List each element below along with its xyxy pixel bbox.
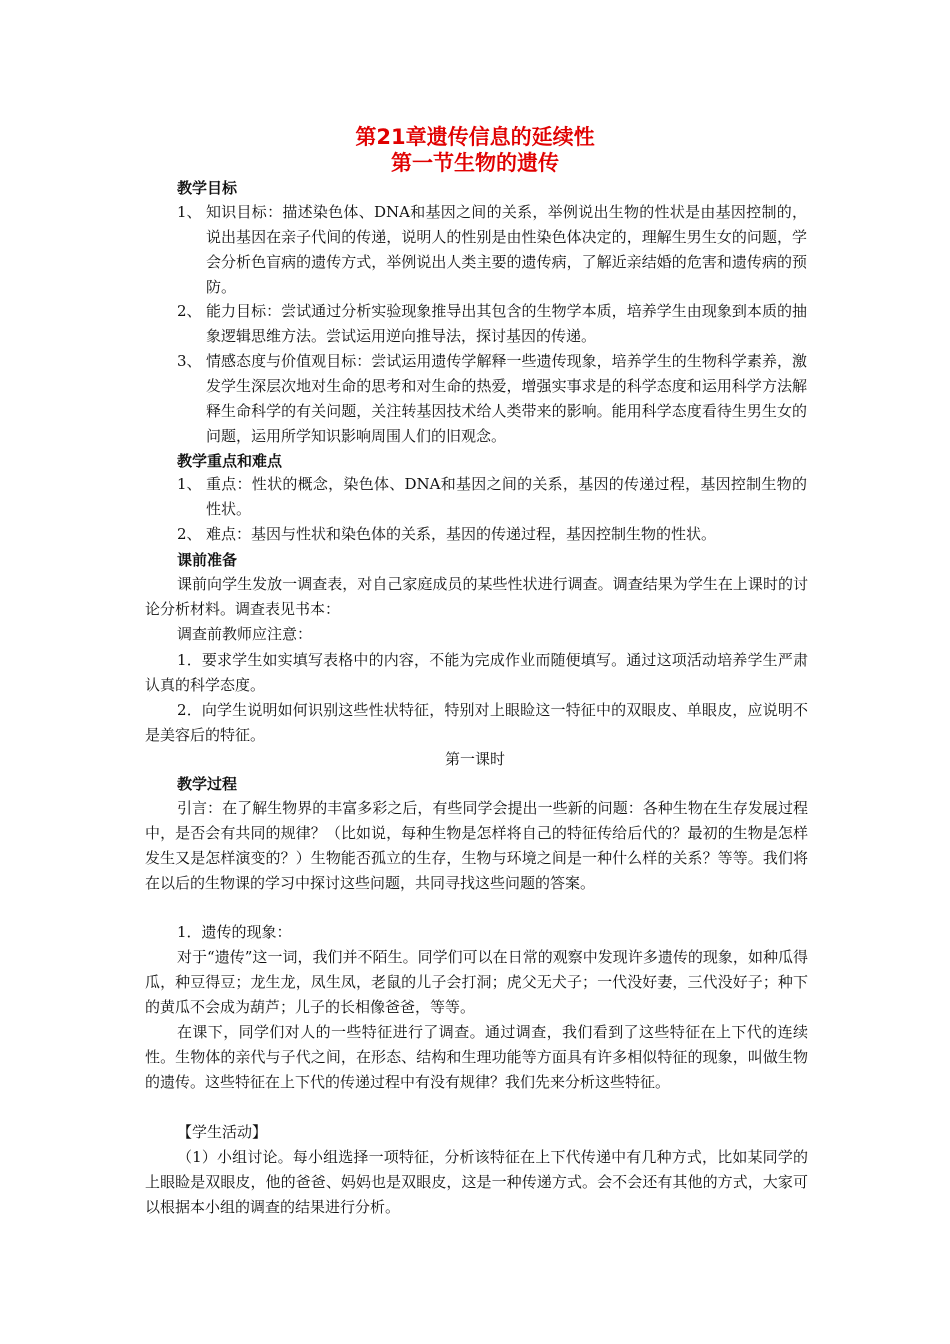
key-point-number: 2、 [177,525,202,543]
goal-item-number: 3、 [177,352,202,370]
survey-paragraph: 在课下，同学们对人的一些特征进行了调查。通过调查，我们看到了这些特征在上下代的连续性。生物体的亲代与子代之间，在形态、结构和生理功能等方面具有许多相似特征的现象，叫做生物的遗传。这些特征在上下代的传递过程中有没有规律？我们先来分析这些特征。 [145,1023,808,1091]
section-title: 第一节生物的遗传 [391,151,559,175]
key-point-text: 重点：性状的概念，染色体、DNA和基因之间的关系，基因的传递过程，基因控制生物的性状。 [206,475,807,518]
lesson-label: 第一课时 [444,750,505,768]
teaching-goals-heading: 教学目标 [177,179,238,197]
goal-item-text: 知识目标：描述染色体、DNA和基因之间的关系，举例说出生物的性状是由基因控制的，说出基因在亲子代间的传递，说明人的性别是由性染色体决定的，理解生男生女的问题，学会分析色盲病的遗传方式，举例说出人类主要的遗传病，了解近亲结婚的危害和遗传病的预防。 [206,203,807,296]
preparation-paragraph-4: 2．向学生说明如何识别这些性状特征，特别对上眼睑这一特征中的双眼皮、单眼皮，应说明不是美容后的特征。 [145,701,808,744]
chapter-title: 第21章遗传信息的延续性 [355,125,595,149]
goal-item-text: 情感态度与价值观目标：尝试运用遗传学解释一些遗传现象，培养学生的生物科学素养，激发学生深层次地对生命的思考和对生命的热爱，增强实事求是的科学态度和运用科学方法解释生命科学的有关问题，关注转基因技术给人类带来的影响。能用科学态度看待生男生女的问题，运用所学知识影响周围人们的旧观念。 [206,352,807,445]
student-activity-label: 【学生活动】 [177,1123,268,1141]
teaching-process-heading: 教学过程 [177,775,238,793]
goal-item-3 [177,349,807,449]
intro-paragraph: 引言：在了解生物界的丰富多彩之后，有些同学会提出一些新的问题：各种生物在生存发展过程中，是否会有共同的规律？（比如说，每种生物是怎样将自己的特征传给后代的？最初的生物是怎样发生又是怎样演变的？）生物能否孤立的生存，生物与环境之间是一种什么样的关系？等等。我们将在以后的生物课的学习中探讨这些问题，共同寻找这些问题的答案。 [145,799,808,892]
subsection-heredity-heading: 1．遗传的现象： [177,923,292,941]
key-point-number: 1、 [177,475,202,493]
preparation-paragraph-2: 调查前教师应注意： [177,625,313,643]
key-point-item-1 [177,472,807,522]
heredity-paragraph: 对于“遗传”这一词，我们并不陌生。同学们可以在日常的观察中发现许多遗传的现象，如种瓜得瓜，种豆得豆；龙生龙，凤生凤，老鼠的儿子会打洞；虎父无犬子；一代没好妻，三代没好子；种下的黄瓜不会成为葫芦；儿子的长相像爸爸，等等。 [145,948,808,1016]
preparation-paragraph-1: 课前向学生发放一调查表，对自己家庭成员的某些性状进行调查。调查结果为学生在上课时的讨论分析材料。调查表见书本： [145,575,808,618]
goal-item-number: 2、 [177,302,202,320]
goal-item-1 [177,200,807,300]
key-point-item-2 [177,522,807,547]
preparation-paragraph-3: 1．要求学生如实填写表格中的内容，不能为完成作业而随便填写。通过这项活动培养学生严肃认真的科学态度。 [145,651,808,694]
goal-item-text: 能力目标：尝试通过分析实验现象推导出其包含的生物学本质，培养学生由现象到本质的抽象逻辑思维方法。尝试运用逆向推导法，探讨基因的传递。 [206,302,807,345]
preparation-heading: 课前准备 [177,551,238,569]
key-points-heading: 教学重点和难点 [177,452,283,470]
goal-item-number: 1、 [177,203,202,221]
key-point-text: 难点：基因与性状和染色体的关系，基因的传递过程，基因控制生物的性状。 [206,525,717,543]
goal-item-2 [177,299,807,349]
activity-paragraph-1: （1）小组讨论。每小组选择一项特征，分析该特征在上下代传递中有几种方式，比如某同学的上眼睑是双眼皮，他的爸爸、妈妈也是双眼皮，这是一种传递方式。会不会还有其他的方式，大家可以根据本小组的调查的结果进行分析。 [145,1148,808,1216]
